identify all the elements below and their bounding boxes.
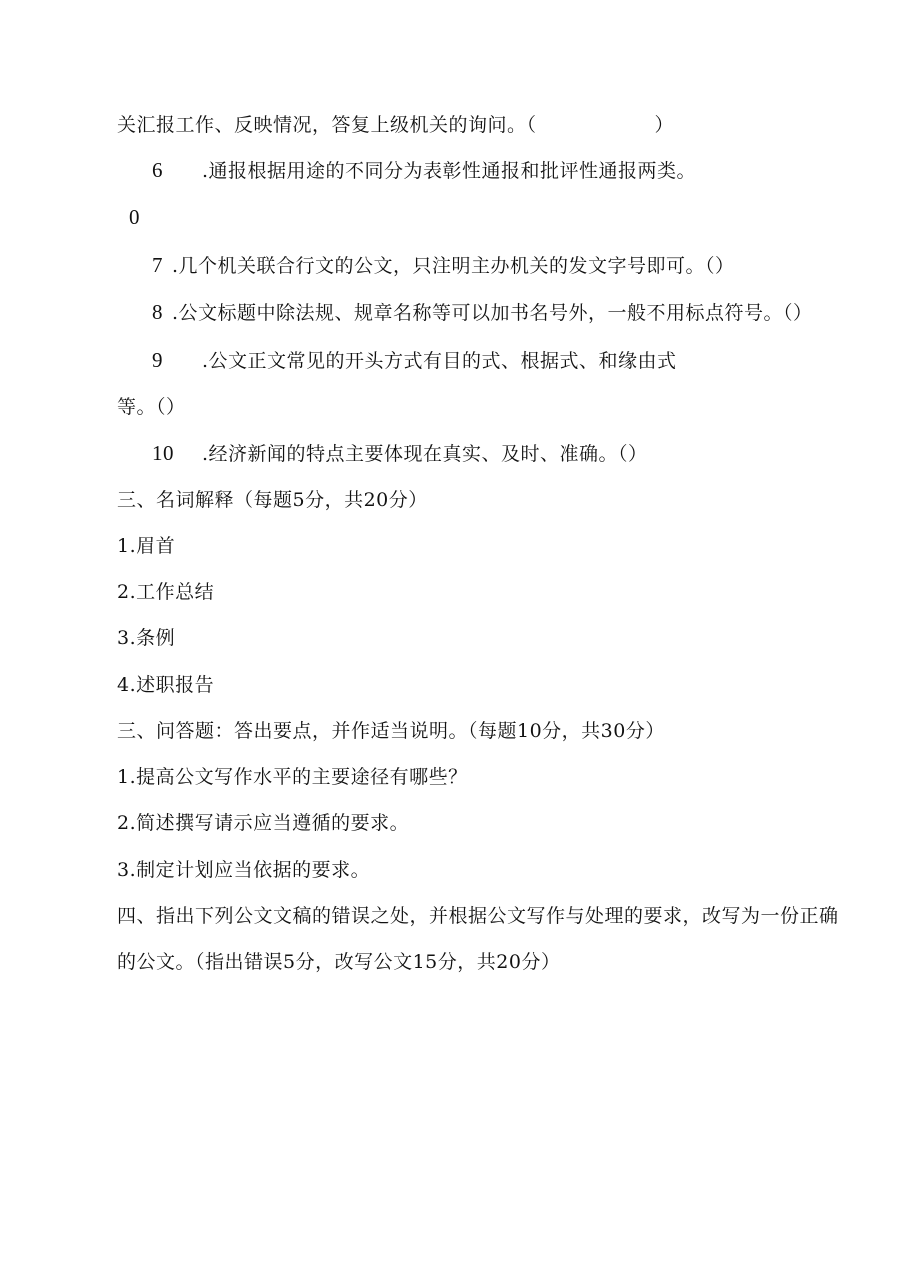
answer-paren-close: ） (654, 114, 675, 136)
continuation-text: 关汇报工作、反映情况，答复上级机关的询问。（ (117, 114, 537, 136)
section-heading-qa: 三、问答题：答出要点，并作适当说明。（每题10分，共30分） (117, 720, 665, 742)
item-text: .经济新闻的特点主要体现在真实、及时、准确。（） (202, 443, 648, 465)
section-heading-terms: 三、名词解释（每题5分，共20分） (117, 489, 428, 511)
true-false-item-9 (152, 347, 677, 374)
item-number: 10 (152, 441, 174, 465)
item-number: 6 (152, 158, 163, 182)
item-number: 9 (152, 348, 163, 372)
term-item: 3.条例 (117, 627, 176, 649)
qa-item: 2.简述撰写请示应当遵循的要求。 (117, 812, 410, 834)
qa-item: 3.制定计划应当依据的要求。 (117, 859, 371, 881)
item-text: .公文标题中除法规、规章名称等可以加书名号外，一般不用标点符号。（） (172, 302, 813, 324)
term-item: 1.眉首 (117, 535, 176, 557)
true-false-item-6 (152, 157, 696, 184)
true-false-item-10 (152, 440, 648, 467)
term-item: 4.述职报告 (117, 674, 215, 696)
item-number: 8 (152, 300, 163, 324)
item-number: 7 (152, 253, 163, 277)
true-false-item-7 (152, 252, 735, 279)
answer-text: 0 (129, 205, 140, 229)
term-item: 2.工作总结 (117, 581, 215, 603)
item-text: .通报根据用途的不同分为表彰性通报和批评性通报两类。 (202, 160, 697, 182)
item-text: 等。（） (117, 396, 186, 418)
true-false-item-6-answer (129, 204, 140, 231)
section-heading-rewrite: 四、指出下列公文文稿的错误之处，并根据公文写作与处理的要求，改写为一份正确 (117, 905, 839, 927)
true-false-item-continuation (117, 112, 674, 138)
true-false-item-8 (152, 299, 813, 326)
section-heading-rewrite-continuation: 的公文。（指出错误5分，改写公文15分，共20分） (117, 951, 561, 973)
true-false-item-9-continuation (117, 394, 186, 420)
qa-item: 1.提高公文写作水平的主要途径有哪些？ (117, 766, 468, 788)
item-text: .几个机关联合行文的公文，只注明主办机关的发文字号即可。（） (172, 255, 735, 277)
item-text: .公文正文常见的开头方式有目的式、根据式、和缘由式 (202, 350, 677, 372)
